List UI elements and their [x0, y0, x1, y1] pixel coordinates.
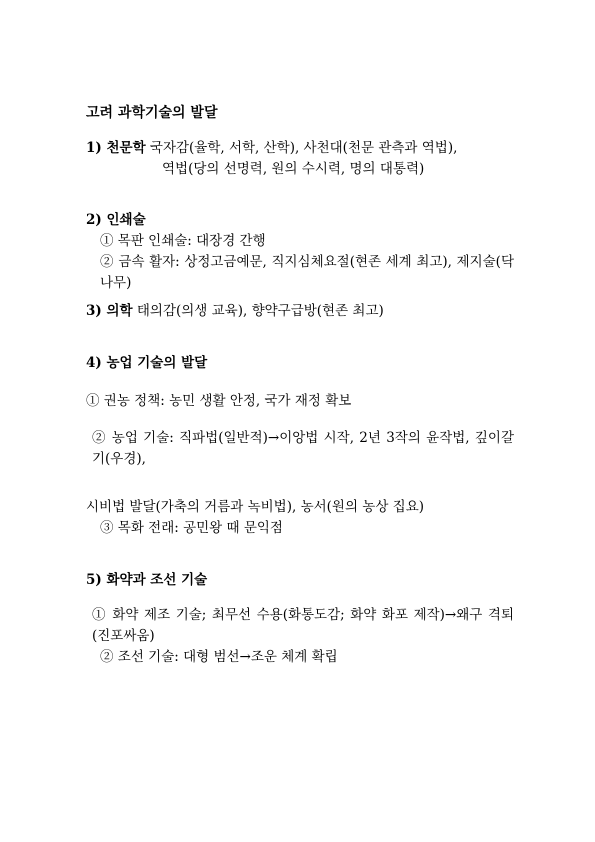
- section-heading: 3) 의학: [86, 303, 133, 319]
- section-medicine: [86, 301, 514, 322]
- section-printing: [86, 210, 514, 294]
- list-item-continuation: 시비법 발달(가축의 거름과 녹비법), 농서(원의 농상 집요): [86, 499, 425, 515]
- section-gunpowder-items: [86, 605, 514, 668]
- section-heading: 1) 천문학: [86, 140, 146, 156]
- section-astronomy: [86, 138, 514, 180]
- section-agriculture-item2: [86, 428, 514, 470]
- list-item: ② 농업 기술: 직파법(일반적)→이앙법 시작, 2년 3작의 윤작법, 깊이갈기(우경),: [92, 430, 514, 467]
- document-title: 고려 과학기술의 발달: [86, 105, 218, 121]
- section-agriculture-items: [86, 391, 514, 412]
- section-gunpowder: [86, 570, 514, 591]
- list-item: ② 금속 활자: 상정고금예문, 직지심체요절(현존 세계 최고), 제지술(닥나무): [100, 254, 514, 291]
- section-agriculture-item2-cont: [86, 497, 514, 539]
- section-heading: 4) 농업 기술의 발달: [86, 355, 208, 371]
- section-heading: 2) 인쇄술: [86, 212, 146, 228]
- list-item: ① 권농 정책: 농민 생활 안정, 국가 재정 확보: [86, 393, 352, 409]
- section-heading: 5) 화약과 조선 기술: [86, 572, 208, 588]
- section-astronomy-line1: 1) 천문학 국자감(율학, 서학, 산학), 사천대(천문 관측과 역법),: [86, 140, 458, 156]
- list-item: ② 조선 기술: 대형 범선→조운 체계 확립: [100, 649, 338, 665]
- list-item: ③ 목화 전래: 공민왕 때 문익점: [100, 520, 283, 536]
- list-item: ① 목판 인쇄술: 대장경 간행: [100, 233, 266, 249]
- section-astronomy-line2: 역법(당의 선명력, 원의 수시력, 명의 대통력): [162, 161, 425, 177]
- section-text: 태의감(의생 교육), 향약구급방(현존 최고): [136, 303, 384, 319]
- section-agriculture: [86, 353, 514, 374]
- list-item: ① 화약 제조 기술; 최무선 수용(화통도감; 화약 화포 제작)→왜구 격퇴(진포싸움): [92, 607, 514, 644]
